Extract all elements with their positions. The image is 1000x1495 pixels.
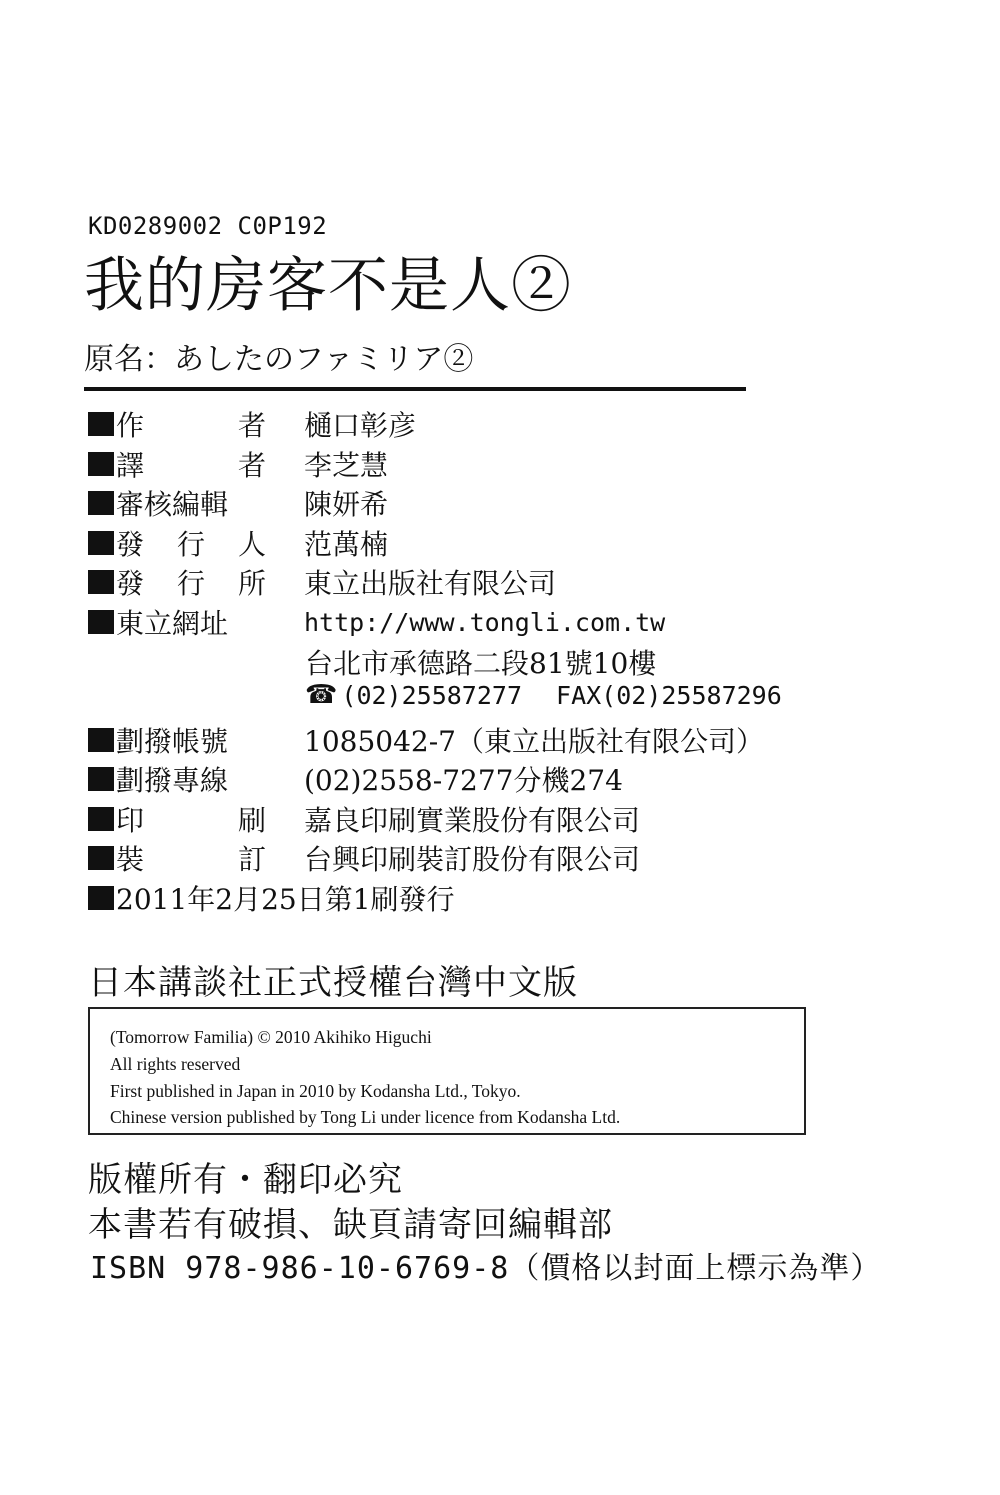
bullet-square-icon [88, 412, 114, 436]
copyright-line: Chinese version published by Tong Li under licence from Kodansha Ltd. [110, 1107, 621, 1127]
copyright-box [88, 1007, 806, 1135]
credit-value: 台興印刷裝訂股份有限公司 [304, 843, 641, 876]
credit-value: 東立出版社有限公司 [304, 567, 557, 600]
bullet-square-icon [88, 531, 114, 555]
bullet-square-icon [88, 610, 114, 634]
credit-row-account [88, 720, 764, 760]
copyright-line: All rights reserved [110, 1054, 241, 1074]
bullet-square-icon [88, 491, 114, 515]
original-title: 原名：あしたのファミリア② [84, 342, 474, 377]
credit-row-publisher [88, 562, 557, 602]
credit-value: 范萬楠 [304, 528, 389, 561]
credit-row-translator [88, 444, 389, 484]
credit-label: 發 行 所 [116, 567, 266, 600]
damage-notice: 本書若有破損、缺頁請寄回編輯部 [88, 1205, 613, 1245]
credit-row-website [88, 602, 666, 642]
title-divider [84, 387, 746, 391]
credit-row-printing [88, 799, 641, 839]
rights-notice: 版權所有・翻印必究 [88, 1160, 403, 1200]
publication-date: 2011年2月25日第1刷發行 [116, 883, 455, 916]
credit-value: 陳妍希 [304, 488, 389, 521]
catalog-code: KD0289002 C0P192 [88, 212, 328, 240]
copyright-line: First published in Japan in 2010 by Kodansha Ltd., Tokyo. [110, 1081, 521, 1101]
website-url[interactable]: http://www.tongli.com.tw [304, 607, 666, 637]
credit-row-publisher-person [88, 523, 389, 563]
telephone-icon: ☎ [305, 680, 338, 710]
credit-row-editor [88, 483, 389, 523]
credit-value: 嘉良印刷實業股份有限公司 [304, 804, 641, 837]
bullet-square-icon [88, 452, 114, 476]
bullet-square-icon [88, 570, 114, 594]
bullet-square-icon [88, 807, 114, 831]
book-title: 我的房客不是人② [84, 251, 572, 321]
credit-label: 作 者 [116, 409, 266, 442]
credit-row-author [88, 404, 417, 444]
isbn-line: ISBN 978-986-10-6769-8（價格以封面上標示為準） [90, 1251, 882, 1286]
credit-label: 裝 訂 [116, 843, 266, 876]
credit-row-binding [88, 838, 641, 878]
contact-line [305, 680, 782, 710]
publication-date-row [88, 878, 455, 918]
bullet-square-icon [88, 846, 114, 870]
credit-value: 李芝慧 [304, 449, 389, 482]
credit-label: 東 立 網 址 [116, 607, 229, 640]
credit-value: 1085042-7（東立出版社有限公司） [304, 725, 764, 758]
credit-label: 譯 者 [116, 449, 266, 482]
bullet-square-icon [88, 886, 114, 910]
credit-label: 發 行 人 [116, 528, 266, 561]
credit-label: 劃 撥 帳 號 [116, 725, 229, 758]
bullet-square-icon [88, 728, 114, 752]
copyright-line: (Tomorrow Familia) © 2010 Akihiko Higuchi [110, 1027, 432, 1047]
bullet-square-icon [88, 767, 114, 791]
credit-value: 樋口彰彦 [304, 409, 417, 442]
credit-label: 印 刷 [116, 804, 266, 837]
credit-value: (02)2558-7277分機274 [304, 764, 623, 797]
phone-number: (02)25587277 [341, 680, 523, 710]
credit-row-hotline [88, 759, 623, 799]
credit-label: 劃 撥 專 線 [116, 764, 229, 797]
publisher-address: 台北市承德路二段81號10樓 [305, 647, 657, 680]
fax-number: FAX(02)25587296 [556, 680, 782, 710]
credit-label: 審 核 編 輯 [116, 488, 229, 521]
license-statement: 日本講談社正式授權台灣中文版 [88, 963, 578, 1003]
